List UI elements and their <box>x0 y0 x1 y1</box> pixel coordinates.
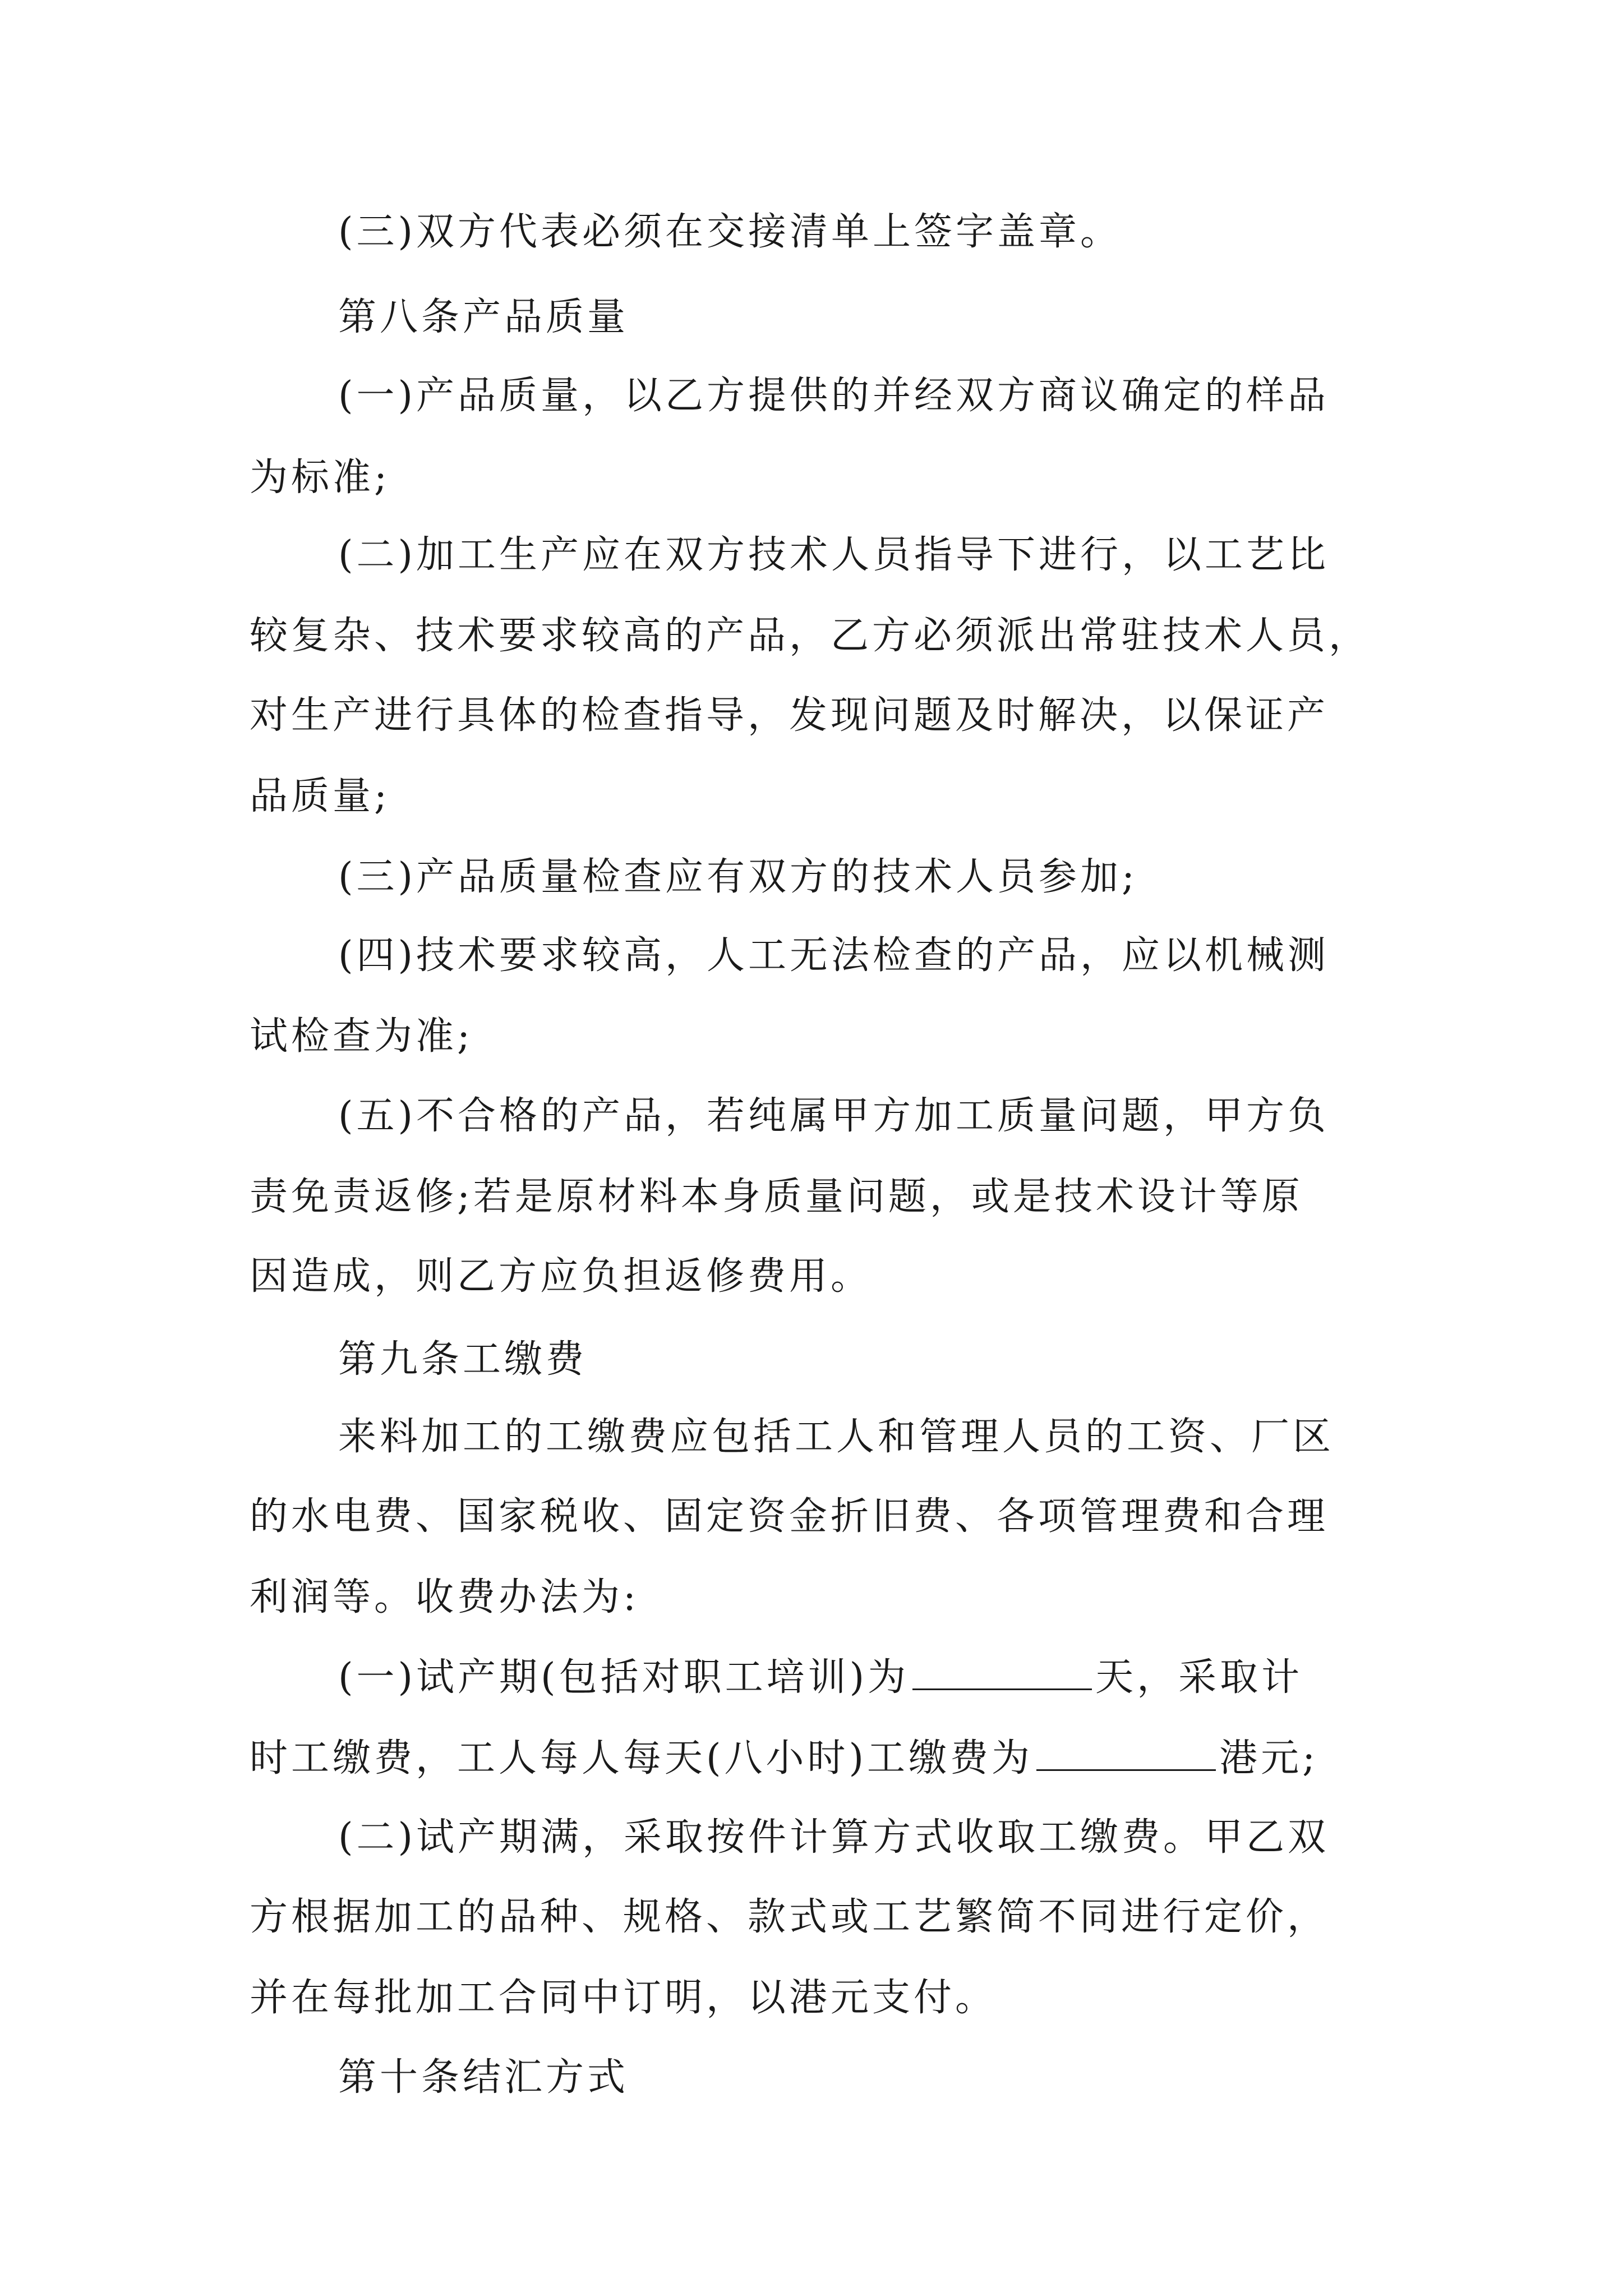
daily-fee-blank[interactable] <box>1036 1736 1216 1771</box>
article-9-para-line-3: 利润等。收费办法为: <box>250 1575 639 1619</box>
article-9-para-line-1: 来料加工的工缴费应包括工人和管理人员的工资、厂区 <box>338 1415 1335 1459</box>
article-8-item-5-line-2: 责免责返修;若是原材料本身质量问题，或是技术设计等原 <box>250 1175 1303 1219</box>
article-8-item-2-line-2: 较复杂、技术要求较高的产品，乙方必须派出常驻技术人员， <box>250 614 1371 658</box>
article-8-item-5-line-3: 因造成，则乙方应负担返修费用。 <box>250 1254 873 1299</box>
article-8-item-3: (三)产品质量检查应有双方的技术人员参加; <box>338 855 1138 899</box>
daily-fee-currency: 港元; <box>1219 1736 1318 1780</box>
article-8-item-2-line-3: 对生产进行具体的检查指导，发现问题及时解决，以保证产 <box>250 693 1329 738</box>
article-8-item-1-line-1: (一)产品质量，以乙方提供的并经双方商议确定的样品 <box>338 374 1330 418</box>
article-9-item-2-line-1: (二)试产期满，采取按件计算方式收取工缴费。甲乙双 <box>338 1815 1330 1860</box>
trial-period-text-end: 天，采取计 <box>1095 1655 1303 1700</box>
daily-fee-text: 时工缴费，工人每人每天(八小时)工缴费为 <box>250 1736 1034 1780</box>
article-9-heading: 第九条工缴费 <box>338 1337 588 1382</box>
trial-days-blank[interactable] <box>912 1655 1092 1690</box>
article-8-item-4-line-2: 试检查为准; <box>250 1014 473 1059</box>
article-9-para-line-2: 的水电费、国家税收、固定资金折旧费、各项管理费和合理 <box>250 1494 1329 1539</box>
trial-period-text: (一)试产期(包括对职工培训)为 <box>338 1655 910 1700</box>
article-8-item-2-line-1: (二)加工生产应在双方技术人员指导下进行，以工艺比 <box>338 533 1330 577</box>
article-8-heading: 第八条产品质量 <box>338 295 629 339</box>
article-8-item-2-line-4: 品质量; <box>250 774 390 818</box>
article-9-item-1-line-1 <box>0 1655 1623 1700</box>
article-10-heading: 第十条结汇方式 <box>338 2055 629 2100</box>
article-9-item-2-line-2: 方根据加工的品种、规格、款式或工艺繁简不同进行定价， <box>250 1895 1329 1939</box>
article-9-item-1-line-2 <box>0 1736 1623 1781</box>
article-9-item-2-line-3: 并在每批加工合同中订明，以港元支付。 <box>250 1976 997 2020</box>
clause-7-item-3: (三)双方代表必须在交接清单上签字盖章。 <box>338 210 1122 254</box>
article-8-item-5-line-1: (五)不合格的产品，若纯属甲方加工质量问题，甲方负 <box>338 1094 1330 1138</box>
article-8-item-4-line-1: (四)技术要求较高，人工无法检查的产品，应以机械测 <box>338 933 1330 978</box>
article-8-item-1-line-2: 为标准; <box>250 455 390 500</box>
